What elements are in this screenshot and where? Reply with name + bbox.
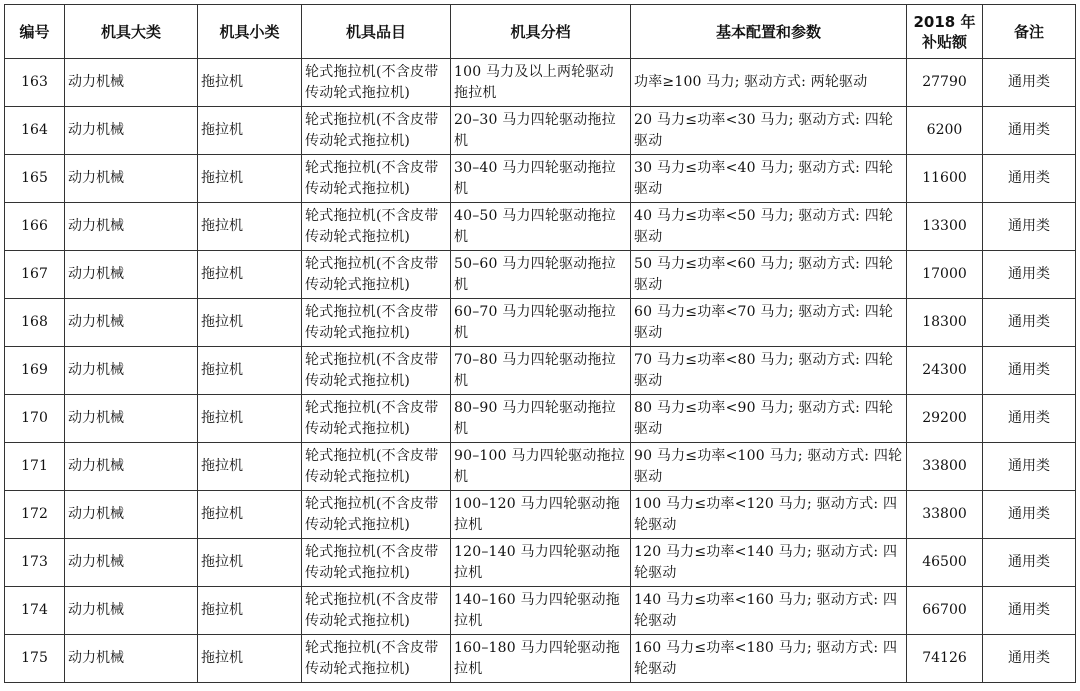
cell-note: 通用类 (983, 155, 1076, 203)
cell-params: 120 马力≤功率<140 马力; 驱动方式: 四轮驱动 (631, 539, 907, 587)
cell-category: 动力机械 (65, 347, 198, 395)
cell-item: 轮式拖拉机(不含皮带传动轮式拖拉机) (302, 299, 451, 347)
cell-grade: 100–120 马力四轮驱动拖拉机 (451, 491, 631, 539)
cell-grade: 160–180 马力四轮驱动拖拉机 (451, 635, 631, 683)
subsidy-table (4, 4, 1076, 683)
cell-amount: 27790 (907, 59, 983, 107)
cell-grade: 30–40 马力四轮驱动拖拉机 (451, 155, 631, 203)
cell-amount: 66700 (907, 587, 983, 635)
cell-params: 90 马力≤功率<100 马力; 驱动方式: 四轮驱动 (631, 443, 907, 491)
header-amount (907, 5, 983, 59)
header-item: 机具品目 (302, 5, 451, 59)
cell-item: 轮式拖拉机(不含皮带传动轮式拖拉机) (302, 203, 451, 251)
header-no: 编号 (5, 5, 65, 59)
table-row (5, 491, 1076, 539)
header-category: 机具大类 (65, 5, 198, 59)
cell-grade: 50–60 马力四轮驱动拖拉机 (451, 251, 631, 299)
cell-note: 通用类 (983, 107, 1076, 155)
cell-grade: 80–90 马力四轮驱动拖拉机 (451, 395, 631, 443)
cell-grade: 40–50 马力四轮驱动拖拉机 (451, 203, 631, 251)
cell-subcategory: 拖拉机 (198, 347, 302, 395)
cell-item: 轮式拖拉机(不含皮带传动轮式拖拉机) (302, 491, 451, 539)
cell-params: 60 马力≤功率<70 马力; 驱动方式: 四轮驱动 (631, 299, 907, 347)
cell-subcategory: 拖拉机 (198, 587, 302, 635)
cell-note: 通用类 (983, 395, 1076, 443)
cell-item: 轮式拖拉机(不含皮带传动轮式拖拉机) (302, 59, 451, 107)
header-amount-label: 补贴额 (921, 32, 967, 51)
header-note: 备注 (983, 5, 1076, 59)
cell-subcategory: 拖拉机 (198, 251, 302, 299)
header-grade: 机具分档 (451, 5, 631, 59)
cell-params: 70 马力≤功率<80 马力; 驱动方式: 四轮驱动 (631, 347, 907, 395)
cell-no: 169 (5, 347, 65, 395)
cell-grade: 90–100 马力四轮驱动拖拉机 (451, 443, 631, 491)
table-row (5, 539, 1076, 587)
cell-no: 167 (5, 251, 65, 299)
cell-no: 166 (5, 203, 65, 251)
cell-amount: 24300 (907, 347, 983, 395)
cell-category: 动力机械 (65, 59, 198, 107)
cell-category: 动力机械 (65, 491, 198, 539)
table-row (5, 251, 1076, 299)
cell-params: 50 马力≤功率<60 马力; 驱动方式: 四轮驱动 (631, 251, 907, 299)
cell-no: 165 (5, 155, 65, 203)
cell-subcategory: 拖拉机 (198, 539, 302, 587)
cell-amount: 29200 (907, 395, 983, 443)
cell-no: 175 (5, 635, 65, 683)
cell-grade: 20–30 马力四轮驱动拖拉机 (451, 107, 631, 155)
cell-params: 20 马力≤功率<30 马力; 驱动方式: 四轮驱动 (631, 107, 907, 155)
header-row (5, 5, 1076, 59)
cell-category: 动力机械 (65, 587, 198, 635)
cell-grade: 70–80 马力四轮驱动拖拉机 (451, 347, 631, 395)
cell-no: 174 (5, 587, 65, 635)
cell-no: 171 (5, 443, 65, 491)
table-row (5, 107, 1076, 155)
cell-grade: 60–70 马力四轮驱动拖拉机 (451, 299, 631, 347)
table-row (5, 203, 1076, 251)
cell-amount: 18300 (907, 299, 983, 347)
cell-note: 通用类 (983, 635, 1076, 683)
cell-subcategory: 拖拉机 (198, 491, 302, 539)
cell-grade: 140–160 马力四轮驱动拖拉机 (451, 587, 631, 635)
cell-item: 轮式拖拉机(不含皮带传动轮式拖拉机) (302, 107, 451, 155)
cell-params: 140 马力≤功率<160 马力; 驱动方式: 四轮驱动 (631, 587, 907, 635)
header-subcategory: 机具小类 (198, 5, 302, 59)
cell-note: 通用类 (983, 299, 1076, 347)
cell-amount: 17000 (907, 251, 983, 299)
table-row (5, 635, 1076, 683)
cell-note: 通用类 (983, 539, 1076, 587)
cell-category: 动力机械 (65, 635, 198, 683)
cell-grade: 120–140 马力四轮驱动拖拉机 (451, 539, 631, 587)
cell-note: 通用类 (983, 587, 1076, 635)
cell-note: 通用类 (983, 443, 1076, 491)
cell-subcategory: 拖拉机 (198, 59, 302, 107)
cell-params: 160 马力≤功率<180 马力; 驱动方式: 四轮驱动 (631, 635, 907, 683)
header-amount-year: 2018 年 (913, 12, 976, 31)
cell-subcategory: 拖拉机 (198, 203, 302, 251)
cell-category: 动力机械 (65, 539, 198, 587)
cell-params: 40 马力≤功率<50 马力; 驱动方式: 四轮驱动 (631, 203, 907, 251)
cell-note: 通用类 (983, 203, 1076, 251)
cell-no: 164 (5, 107, 65, 155)
cell-no: 168 (5, 299, 65, 347)
cell-category: 动力机械 (65, 443, 198, 491)
cell-item: 轮式拖拉机(不含皮带传动轮式拖拉机) (302, 251, 451, 299)
cell-params: 30 马力≤功率<40 马力; 驱动方式: 四轮驱动 (631, 155, 907, 203)
cell-item: 轮式拖拉机(不含皮带传动轮式拖拉机) (302, 395, 451, 443)
table-row (5, 587, 1076, 635)
cell-note: 通用类 (983, 347, 1076, 395)
cell-item: 轮式拖拉机(不含皮带传动轮式拖拉机) (302, 635, 451, 683)
cell-category: 动力机械 (65, 107, 198, 155)
table-row (5, 59, 1076, 107)
cell-no: 173 (5, 539, 65, 587)
cell-params: 100 马力≤功率<120 马力; 驱动方式: 四轮驱动 (631, 491, 907, 539)
table-body (5, 59, 1076, 683)
cell-note: 通用类 (983, 491, 1076, 539)
cell-item: 轮式拖拉机(不含皮带传动轮式拖拉机) (302, 347, 451, 395)
cell-amount: 74126 (907, 635, 983, 683)
cell-amount: 46500 (907, 539, 983, 587)
cell-category: 动力机械 (65, 203, 198, 251)
cell-note: 通用类 (983, 59, 1076, 107)
header-params: 基本配置和参数 (631, 5, 907, 59)
cell-amount: 11600 (907, 155, 983, 203)
cell-note: 通用类 (983, 251, 1076, 299)
cell-category: 动力机械 (65, 395, 198, 443)
cell-category: 动力机械 (65, 155, 198, 203)
cell-item: 轮式拖拉机(不含皮带传动轮式拖拉机) (302, 539, 451, 587)
cell-params: 80 马力≤功率<90 马力; 驱动方式: 四轮驱动 (631, 395, 907, 443)
cell-amount: 33800 (907, 443, 983, 491)
cell-amount: 6200 (907, 107, 983, 155)
cell-subcategory: 拖拉机 (198, 107, 302, 155)
cell-item: 轮式拖拉机(不含皮带传动轮式拖拉机) (302, 443, 451, 491)
cell-item: 轮式拖拉机(不含皮带传动轮式拖拉机) (302, 587, 451, 635)
cell-subcategory: 拖拉机 (198, 443, 302, 491)
cell-amount: 33800 (907, 491, 983, 539)
cell-params: 功率≥100 马力; 驱动方式: 两轮驱动 (631, 59, 907, 107)
cell-category: 动力机械 (65, 251, 198, 299)
cell-subcategory: 拖拉机 (198, 299, 302, 347)
cell-no: 172 (5, 491, 65, 539)
cell-no: 163 (5, 59, 65, 107)
table-row (5, 155, 1076, 203)
cell-subcategory: 拖拉机 (198, 635, 302, 683)
cell-amount: 13300 (907, 203, 983, 251)
cell-no: 170 (5, 395, 65, 443)
cell-subcategory: 拖拉机 (198, 155, 302, 203)
table-row (5, 347, 1076, 395)
cell-subcategory: 拖拉机 (198, 395, 302, 443)
cell-item: 轮式拖拉机(不含皮带传动轮式拖拉机) (302, 155, 451, 203)
table-row (5, 299, 1076, 347)
cell-category: 动力机械 (65, 299, 198, 347)
table-row (5, 395, 1076, 443)
table-row (5, 443, 1076, 491)
cell-grade: 100 马力及以上两轮驱动拖拉机 (451, 59, 631, 107)
